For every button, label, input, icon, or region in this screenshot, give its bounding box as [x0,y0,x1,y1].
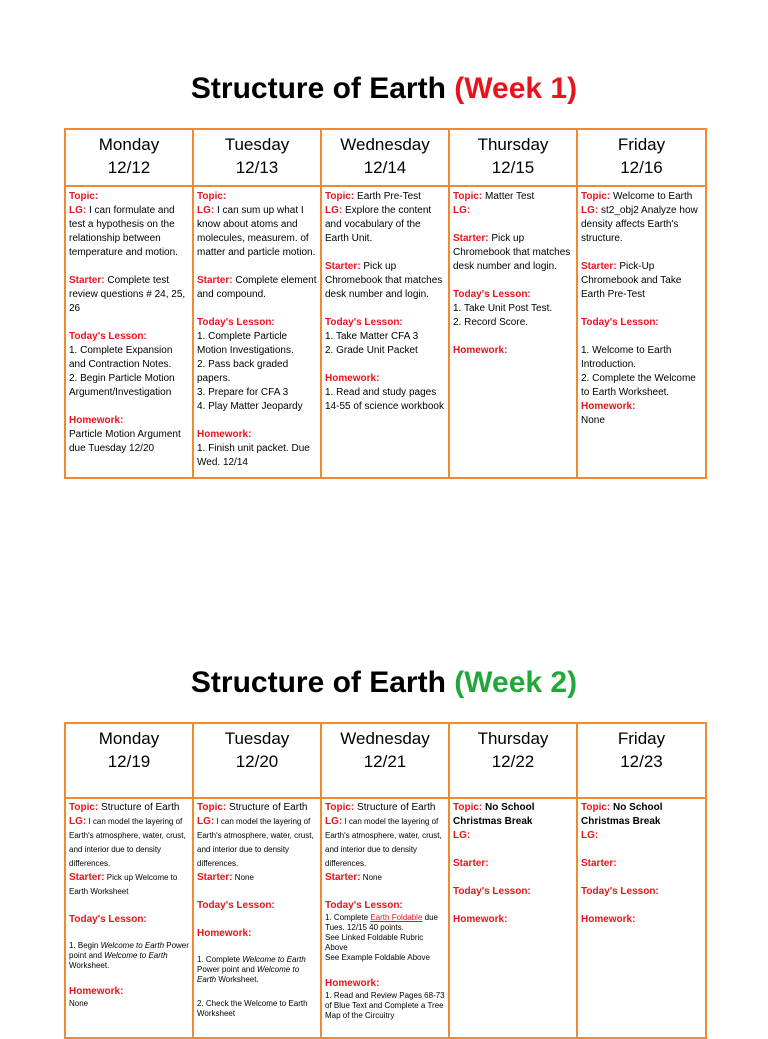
week2-day-wednesday [321,723,449,798]
lg-text: st2_obj2 Analyze how density affects Earth's structure. [581,205,698,244]
lg-label: LG: [69,816,87,827]
day-name: Thursday [477,135,549,154]
lesson-label: Today's Lesson: [325,317,403,328]
lesson-item: 1. Take Matter CFA 3 [325,331,419,342]
topic-text: Welcome to Earth [610,191,693,202]
topic-label: Topic: [197,802,227,813]
day-name: Tuesday [224,135,290,154]
homework-item [197,955,317,985]
lg-label: LG: [453,830,471,841]
week2-day-monday [65,723,193,798]
lesson-text: 1. Begin [69,941,101,950]
lesson-item: 1. Welcome to Earth Introduction. [581,345,672,370]
lesson-title: Welcome to Earth [100,941,165,950]
topic-label: Topic: [581,802,611,813]
lesson-item: 2. Pass back graded papers. [197,359,289,384]
starter-label: Starter: [197,872,233,883]
lg-text: Explore the content and vocabulary of the Earth Unit. [325,205,432,244]
starter-text: Pick up Welcome to Earth Worksheet [69,873,178,896]
lg-text: I can model the layering of Earth's atmosphere, water, crust, and interior due to density differences. [69,817,186,868]
day-date: 12/20 [235,752,279,771]
week1-day-tuesday [193,129,321,186]
homework-text: 1. Read and study pages 14-55 of science workbook [325,387,444,412]
week1-day-monday [65,129,193,186]
day-date: 12/14 [363,158,407,177]
homework-label: Homework: [581,914,636,925]
day-date: 12/12 [107,158,151,177]
day-date: 12/15 [491,158,535,177]
lesson-label: Today's Lesson: [197,317,275,328]
earth-foldable-link[interactable]: Earth Foldable [370,913,423,922]
lg-text: I can formulate and test a hypothesis on the relationship between temperature and motion. [69,205,178,258]
week2-monday-cell [65,798,193,1038]
starter-text: Pick up Chromebook that matches desk number and login. [453,233,571,272]
week2-title [0,666,768,700]
week2-content-row [65,798,706,1038]
week1-day-wednesday [321,129,449,186]
starter-text: Complete test review questions # 24, 25, 26 [69,275,186,314]
lesson-text: Power point and [69,941,189,960]
week2-day-thursday [449,723,577,798]
topic-text: No School Christmas Break [581,802,663,827]
homework-label: Homework: [69,986,124,997]
week2-tuesday-cell [193,798,321,1038]
topic-label: Topic: [325,191,355,202]
homework-text: Power point and [197,965,258,974]
homework-text: None [581,415,605,426]
topic-text: Structure of Earth [226,802,308,813]
day-date: 12/22 [491,752,535,771]
starter-label: Starter: [581,261,617,272]
topic-text: No School Christmas Break [453,802,535,827]
day-name: Wednesday [340,729,430,748]
homework-label: Homework: [453,345,508,356]
lg-label: LG: [325,816,343,827]
lesson-item: 1. Complete Particle Motion Investigations. [197,331,294,356]
topic-text: Structure of Earth [98,802,180,813]
lesson-item: See Example Foldable Above [325,953,430,962]
homework-text: Particle Motion Argument due Tuesday 12/20 [69,429,181,454]
starter-label: Starter: [197,275,233,286]
homework-label: Homework: [197,928,252,939]
homework-label: Homework: [197,429,252,440]
week1-day-friday [577,129,706,186]
starter-label: Starter: [325,261,361,272]
day-name: Wednesday [340,135,430,154]
lg-label: LG: [69,205,87,216]
lg-label: LG: [197,205,215,216]
homework-label: Homework: [69,415,124,426]
topic-text: Structure of Earth [354,802,436,813]
starter-label: Starter: [69,275,105,286]
lesson-label: Today's Lesson: [197,900,275,911]
week1-schedule-table [64,128,707,479]
lesson-item: 2. Record Score. [453,317,529,328]
day-date: 12/21 [363,752,407,771]
topic-label: Topic: [453,802,483,813]
starter-label: Starter: [453,858,489,869]
homework-item: 1. Read and Review Pages 68-73 of Blue Text and Complete a Tree Map of the Circuitry [325,991,445,1020]
lesson-label: Today's Lesson: [453,289,531,300]
homework-text: 1. Complete [197,955,243,964]
week1-header-row [65,129,706,186]
starter-text: None [360,873,382,882]
day-name: Monday [98,135,160,154]
topic-label: Topic: [453,191,483,202]
week1-title [0,72,768,106]
lg-label: LG: [197,816,215,827]
lg-label: LG: [581,830,599,841]
starter-label: Starter: [453,233,489,244]
day-date: 12/19 [107,752,151,771]
lesson-item [69,941,189,971]
week2-day-friday [577,723,706,798]
homework-item: 2. Check the Welcome to Earth Worksheet [197,999,308,1018]
homework-label: Homework: [581,401,636,412]
starter-text: Pick up Chromebook that matches desk number and login. [325,261,443,300]
week1-content-row [65,186,706,478]
week1-tuesday-cell [193,186,321,478]
lesson-item: 1. Take Unit Post Test. [453,303,553,314]
day-name: Thursday [477,729,549,748]
topic-label: Topic: [197,191,227,202]
lg-text: I can model the layering of Earth's atmosphere, water, crust, and interior due to density differences. [197,817,314,868]
week2-day-tuesday [193,723,321,798]
week2-title-week: (Week 2) [454,666,578,699]
lg-label: LG: [581,205,599,216]
homework-text: 1. Finish unit packet. Due Wed. 12/14 [197,443,310,468]
homework-text: None [69,999,89,1008]
week2-title-main: Structure of Earth [190,666,455,699]
week2-schedule-table [64,722,707,1039]
homework-label: Homework: [325,373,380,384]
day-name: Tuesday [224,729,290,748]
lesson-item: See Linked Foldable Rubric Above [325,933,424,952]
lesson-item: 2. Begin Particle Motion Argument/Investigation [69,373,175,398]
lesson-item: 2. Grade Unit Packet [325,345,418,356]
day-name: Friday [617,135,666,154]
homework-title: Welcome to Earth [197,965,300,984]
week1-wednesday-cell [321,186,449,478]
day-date: 12/23 [620,752,663,771]
lesson-item: 3. Prepare for CFA 3 [197,387,289,398]
lesson-label: Today's Lesson: [325,900,403,911]
lesson-label: Today's Lesson: [453,886,531,897]
lesson-label: Today's Lesson: [69,331,147,342]
topic-text: Earth Pre-Test [354,191,421,202]
lesson-title: Welcome to Earth [104,951,168,960]
day-date: 12/16 [620,158,663,177]
lesson-label: Today's Lesson: [69,914,147,925]
lesson-item: 4. Play Matter Jeopardy [197,401,303,412]
lesson-label: Today's Lesson: [581,317,659,328]
week2-header-row [65,723,706,798]
lesson-text: Worksheet. [69,961,110,970]
homework-label: Homework: [325,978,380,989]
week1-friday-cell [577,186,706,478]
starter-label: Starter: [325,872,361,883]
week1-thursday-cell [449,186,577,478]
week1-title-week: (Week 1) [454,72,578,105]
topic-label: Topic: [69,802,99,813]
topic-label: Topic: [325,802,355,813]
lesson-item: 2. Complete the Welcome to Earth Worksheet. [581,373,696,398]
starter-text: None [232,873,254,882]
day-date: 12/13 [235,158,279,177]
week2-friday-cell [577,798,706,1038]
topic-text: Matter Test [482,191,535,202]
starter-label: Starter: [69,872,105,883]
week2-wednesday-cell [321,798,449,1038]
week1-monday-cell [65,186,193,478]
lg-text: I can sum up what I know about atoms and molecules, measurem. of matter and particle motion. [197,205,316,258]
lesson-text: 1. Complete [325,913,371,922]
starter-text: Complete element and compound. [197,275,317,300]
day-name: Monday [98,729,160,748]
topic-label: Topic: [69,191,99,202]
lg-text: I can model the layering of Earth's atmosphere, water, crust, and interior due to density differences. [325,817,442,868]
lesson-item [325,913,445,933]
week1-day-thursday [449,129,577,186]
week1-title-main: Structure of Earth [190,72,455,105]
lg-label: LG: [325,205,343,216]
week2-thursday-cell [449,798,577,1038]
lesson-text: due Tues. 12/15 40 points. [325,913,438,932]
homework-label: Homework: [453,914,508,925]
homework-text: Worksheet. [216,975,259,984]
starter-label: Starter: [581,858,617,869]
lg-label: LG: [453,205,471,216]
lesson-label: Today's Lesson: [581,886,659,897]
homework-title: Welcome to Earth [242,955,306,964]
starter-text: Pick-Up Chromebook and Take Earth Pre-Test [581,261,682,300]
topic-label: Topic: [581,191,611,202]
day-name: Friday [617,729,666,748]
lesson-item: 1. Complete Expansion and Contraction Notes. [69,345,173,370]
